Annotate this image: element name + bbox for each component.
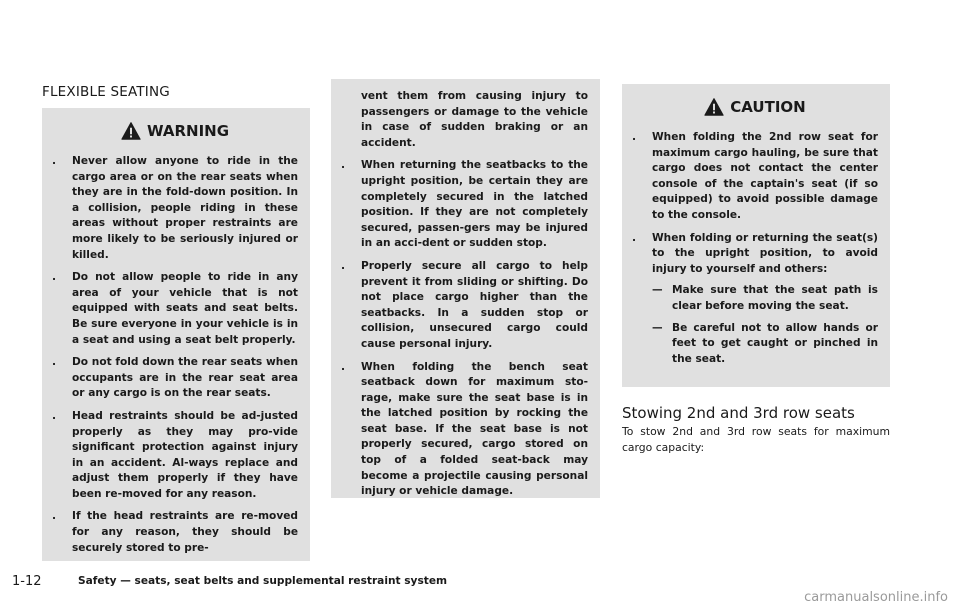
bullet: . <box>341 159 346 172</box>
list-item-text: Never allow anyone to ride in the cargo area or on the rear seats when they are in the fold-down position. In a collision, people riding in these areas without proper restraints are more likely to be seriously injured or killed. <box>72 155 298 261</box>
list-item-text: Properly secure all cargo to help prevent it from sliding or shifting. Do not place cargo higher than the seatbacks. In a sudden stop or collision, unsecured cargo could cause personal injury. <box>361 259 588 350</box>
warning-box <box>42 108 310 561</box>
caution-header <box>632 94 878 120</box>
warning-list <box>52 154 298 556</box>
list-item <box>632 231 878 368</box>
caution-sub-list <box>652 283 878 367</box>
list-item <box>52 355 298 402</box>
list-item <box>52 154 298 263</box>
warning-continued-box <box>331 79 600 498</box>
bullet: . <box>52 409 57 422</box>
dash: — <box>652 321 663 334</box>
page-footer <box>0 574 960 611</box>
list-item <box>52 270 298 348</box>
watermark: carmanualsonline.info <box>804 590 948 605</box>
list-item-continuation <box>341 89 588 151</box>
warning-title: WARNING <box>146 122 230 140</box>
list-item-text: Head restraints should be ad-justed properly as they may pro-vide significant protection against injury in an accident. Al-ways replace and adjust them properly if they have been re-moved for any reason. <box>72 409 298 500</box>
bullet: . <box>52 155 57 167</box>
caution-list <box>632 130 878 367</box>
list-item-text: When folding the 2nd row seat for maximum cargo hauling, be sure that cargo does not contact the center console of the captain's seat (if so equipped) to avoid possible damage to the console. <box>652 131 878 221</box>
bullet: . <box>52 510 57 523</box>
list-item-text: When folding the bench seat seatback down for maximum sto-rage, make sure the seat base is in the latched position by rocking the seat base. If the seat base is not properly secured, cargo stored on top of a folded seat-back may become a projectile causing personal injury or vehicle damage. <box>361 360 588 498</box>
list-item-text: When returning the seatbacks to the upright position, be certain they are completely secured in the latched position. If they are not completely secured, passen-gers may be injured in an acci-dent or sudden stop. <box>361 159 588 250</box>
footer-title: Safety — seats, seat belts and supplemental restraint system <box>78 575 448 587</box>
caution-title: CAUTION <box>730 98 806 116</box>
warning-continued-list <box>341 89 588 500</box>
list-item <box>341 360 588 500</box>
list-item <box>341 158 588 252</box>
caution-box <box>622 84 890 387</box>
sub-list-item-text: Make sure that the seat path is clear before moving the seat. <box>672 284 878 312</box>
bullet: . <box>341 259 346 272</box>
list-item <box>632 130 878 224</box>
sub-list-item <box>652 321 878 368</box>
bullet: . <box>632 231 637 244</box>
page-number: 1-12 <box>12 574 42 589</box>
list-item <box>52 409 298 503</box>
list-item-text: If the head restraints are re-moved for any reason, they should be securely stored to pre- <box>72 510 298 554</box>
sub-list-item <box>652 283 878 314</box>
sub-list-item-text: Be careful not to allow hands or feet to get caught or pinched in the seat. <box>672 321 878 365</box>
list-item <box>52 509 298 556</box>
stowing-text: To stow 2nd and 3rd row seats for maximum cargo capacity: <box>622 425 890 454</box>
bullet: . <box>341 360 346 373</box>
warning-header <box>52 118 298 144</box>
caution-triangle-icon <box>704 98 724 116</box>
warning-triangle-icon <box>121 122 141 140</box>
stowing-heading: Stowing 2nd and 3rd row seats <box>622 404 855 422</box>
bullet: . <box>52 356 57 369</box>
list-item-text: Do not allow people to ride in any area of your vehicle that is not equipped with seats and seat belts. Be sure everyone in your vehicle is in a seat and using a seat belt properly. <box>72 271 298 346</box>
list-item-text: When folding or returning the seat(s) to the upright position, to avoid injury to yourself and others: <box>652 231 878 275</box>
bullet: . <box>632 131 637 143</box>
section-title: FLEXIBLE SEATING <box>42 84 170 100</box>
list-item <box>341 259 588 353</box>
dash: — <box>652 284 663 297</box>
continuation-text: vent them from causing injury to passengers or damage to the vehicle in case of sudden braking or an accident. <box>361 90 588 149</box>
list-item-text: Do not fold down the rear seats when occupants are in the rear seat area or any cargo is on the rear seats. <box>72 356 298 400</box>
bullet: . <box>52 271 57 284</box>
